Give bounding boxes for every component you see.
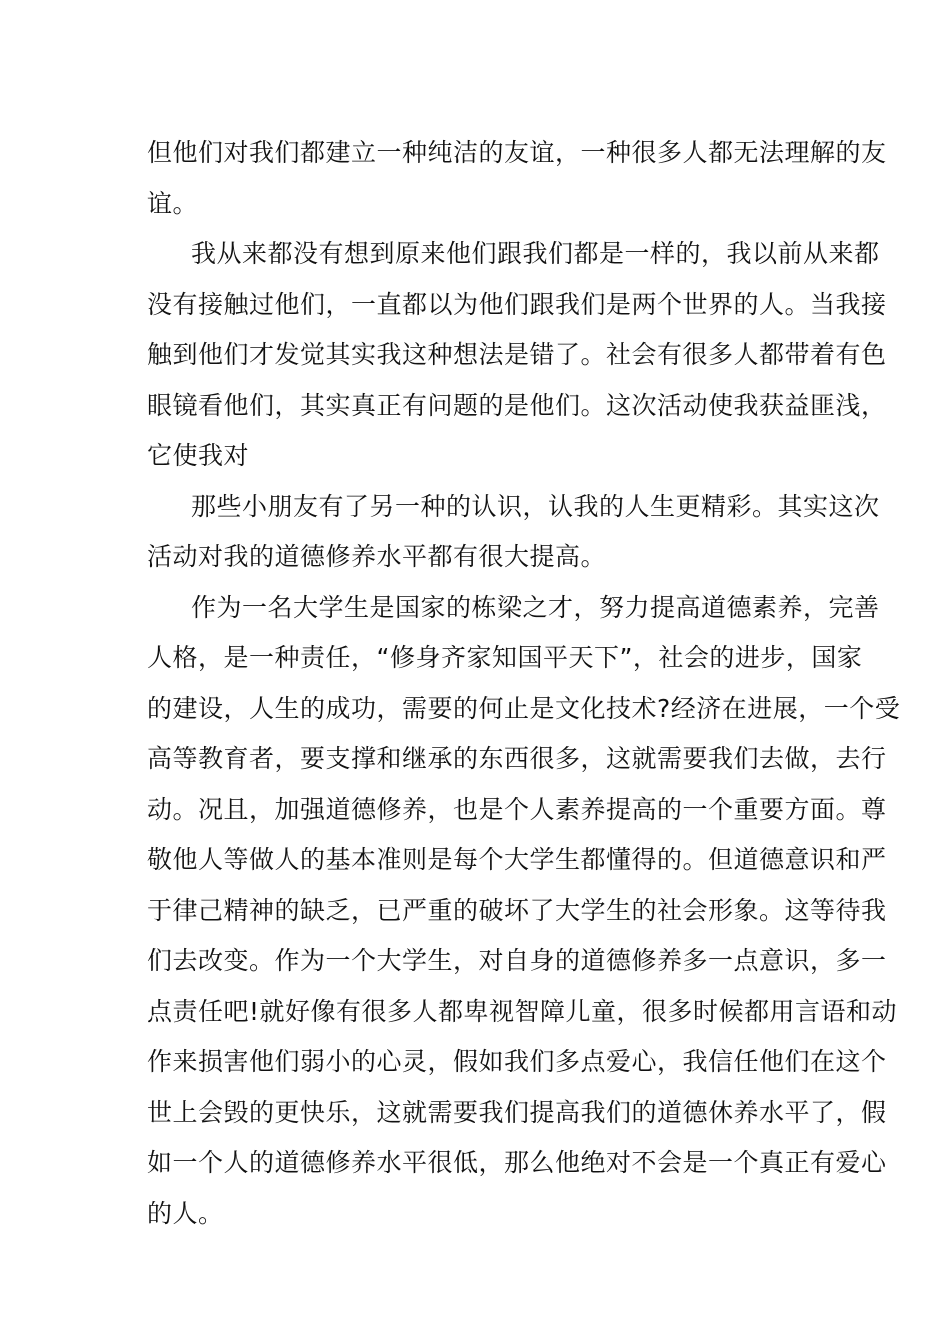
- body-text: [147, 128, 901, 1239]
- text-line: 点责任吧!就好像有很多人都卑视智障儿童，很多时候都用言语和动: [147, 996, 898, 1026]
- paragraph-start-line: 我从来都没有想到原来他们跟我们都是一样的，我以前从来都: [191, 239, 880, 268]
- text-line: 世上会毁的更快乐，这就需要我们提高我们的道德休养水平了，假: [147, 1097, 887, 1127]
- paragraph-start-line: 作为一名大学生是国家的栋梁之才，努力提高道德素养，完善: [191, 592, 880, 622]
- text-line: 于律己精神的缺乏，已严重的破坏了大学生的社会形象。这等待我: [147, 895, 887, 925]
- text-line: 谊。: [147, 188, 199, 218]
- text-line: 但他们对我们都建立一种纯洁的友谊，一种很多人都无法理解的友: [147, 138, 887, 167]
- text-line: 敬他人等做人的基本准则是每个大学生都懂得的。但道德意识和严: [147, 845, 887, 874]
- text-line: 动。况且，加强道德修养，也是个人素养提高的一个重要方面。尊: [147, 794, 887, 824]
- text-line: 活动对我的道德修养水平都有很大提高。: [147, 542, 607, 571]
- text-line: 的建设，人生的成功，需要的何止是文化技术?经济在进展，一个受: [147, 693, 901, 723]
- text-line: 眼镜看他们，其实真正有问题的是他们。这次活动使我获益匪浅，: [147, 390, 887, 420]
- text-line: 高等教育者，要支撑和继承的东西很多，这就需要我们去做，去行: [147, 744, 887, 773]
- text-line: 的人。: [147, 1198, 224, 1228]
- text-line: 作来损害他们弱小的心灵，假如我们多点爱心，我信任他们在这个: [147, 1047, 887, 1076]
- text-line: 如一个人的道德修养水平很低，那么他绝对不会是一个真正有爱心: [147, 1148, 887, 1177]
- text-line: 它使我对: [147, 441, 250, 470]
- text-line: 们去改变。作为一个大学生，对自身的道德修养多一点意识，多一: [147, 946, 887, 975]
- text-line: 没有接触过他们，一直都以为他们跟我们是两个世界的人。当我接: [147, 289, 887, 319]
- paragraph-start-line: 那些小朋友有了另一种的认识，认我的人生更精彩。其实这次: [191, 491, 880, 521]
- text-line: 人格，是一种责任，“修身齐家知国平天下”，社会的进步，国家: [147, 643, 863, 672]
- text-line: 触到他们才发觉其实我这种想法是错了。社会有很多人都带着有色: [147, 340, 887, 369]
